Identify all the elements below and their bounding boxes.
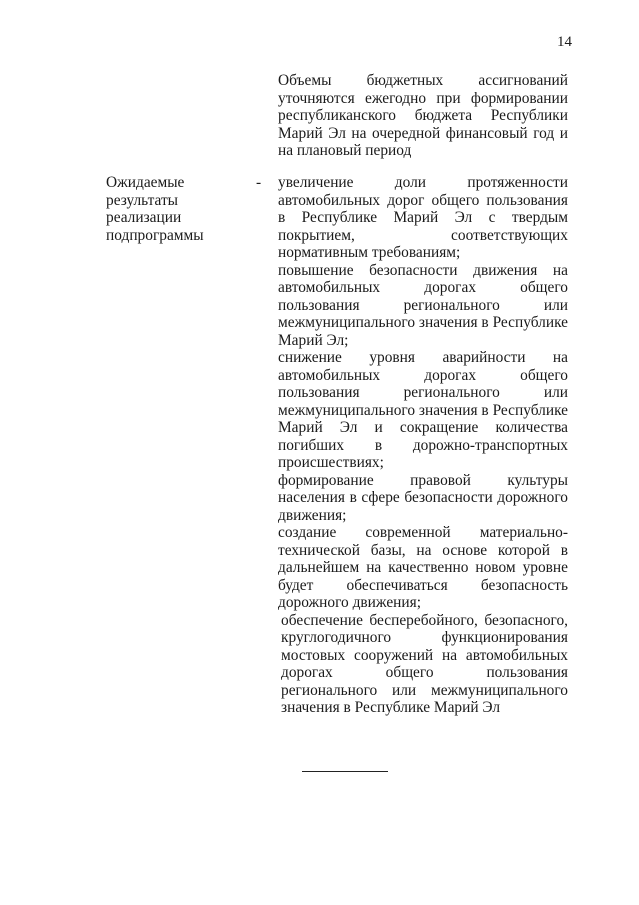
section-label: Ожидаемые результаты реализации подпрограммы xyxy=(106,174,204,244)
section-dash: - xyxy=(256,174,262,191)
result-item-road-share: увеличение доли протяженности автомобильных дорог общего пользования в Республике Марий Эл с твердым покрытием, соответствующих нормативным требованиям; xyxy=(278,174,568,261)
page-number: 14 xyxy=(557,34,572,50)
result-item-accident-reduction: снижение уровня аварийности на автомобильных дорогах общего пользования регионального или межмуниципального значения в Республике Марий Эл и сокращение количества погибших в дорожно-транспортных происшествиях; xyxy=(278,349,568,471)
result-item-legal-culture: формирование правовой культуры населения в сфере безопасности дорожного движения; xyxy=(278,471,568,524)
expected-results-list xyxy=(278,174,568,717)
closing-rule xyxy=(302,771,388,772)
result-item-technical-base: создание современной материально-технической базы, на основе которой в дальнейшем на качественно новом уровне будет обеспечиваться безопасность дорожного движения; xyxy=(278,524,568,611)
result-item-traffic-safety: повышение безопасности движения на автомобильных дорогах общего пользования регионального или межмуниципального значения в Республике Марий Эл; xyxy=(278,261,568,349)
funding-note: Объемы бюджетных ассигнований уточняются ежегодно при формировании республиканского бюджета Республики Марий Эл на очередной финансовый год и на плановый период xyxy=(278,72,568,159)
result-item-bridge-operation: обеспечение бесперебойного, безопасного, круглогодичного функционирования мостовых сооружений на автомобильных дорогах общего пользования регионального или межмуниципального значения в Республике Марий Эл xyxy=(281,611,568,716)
